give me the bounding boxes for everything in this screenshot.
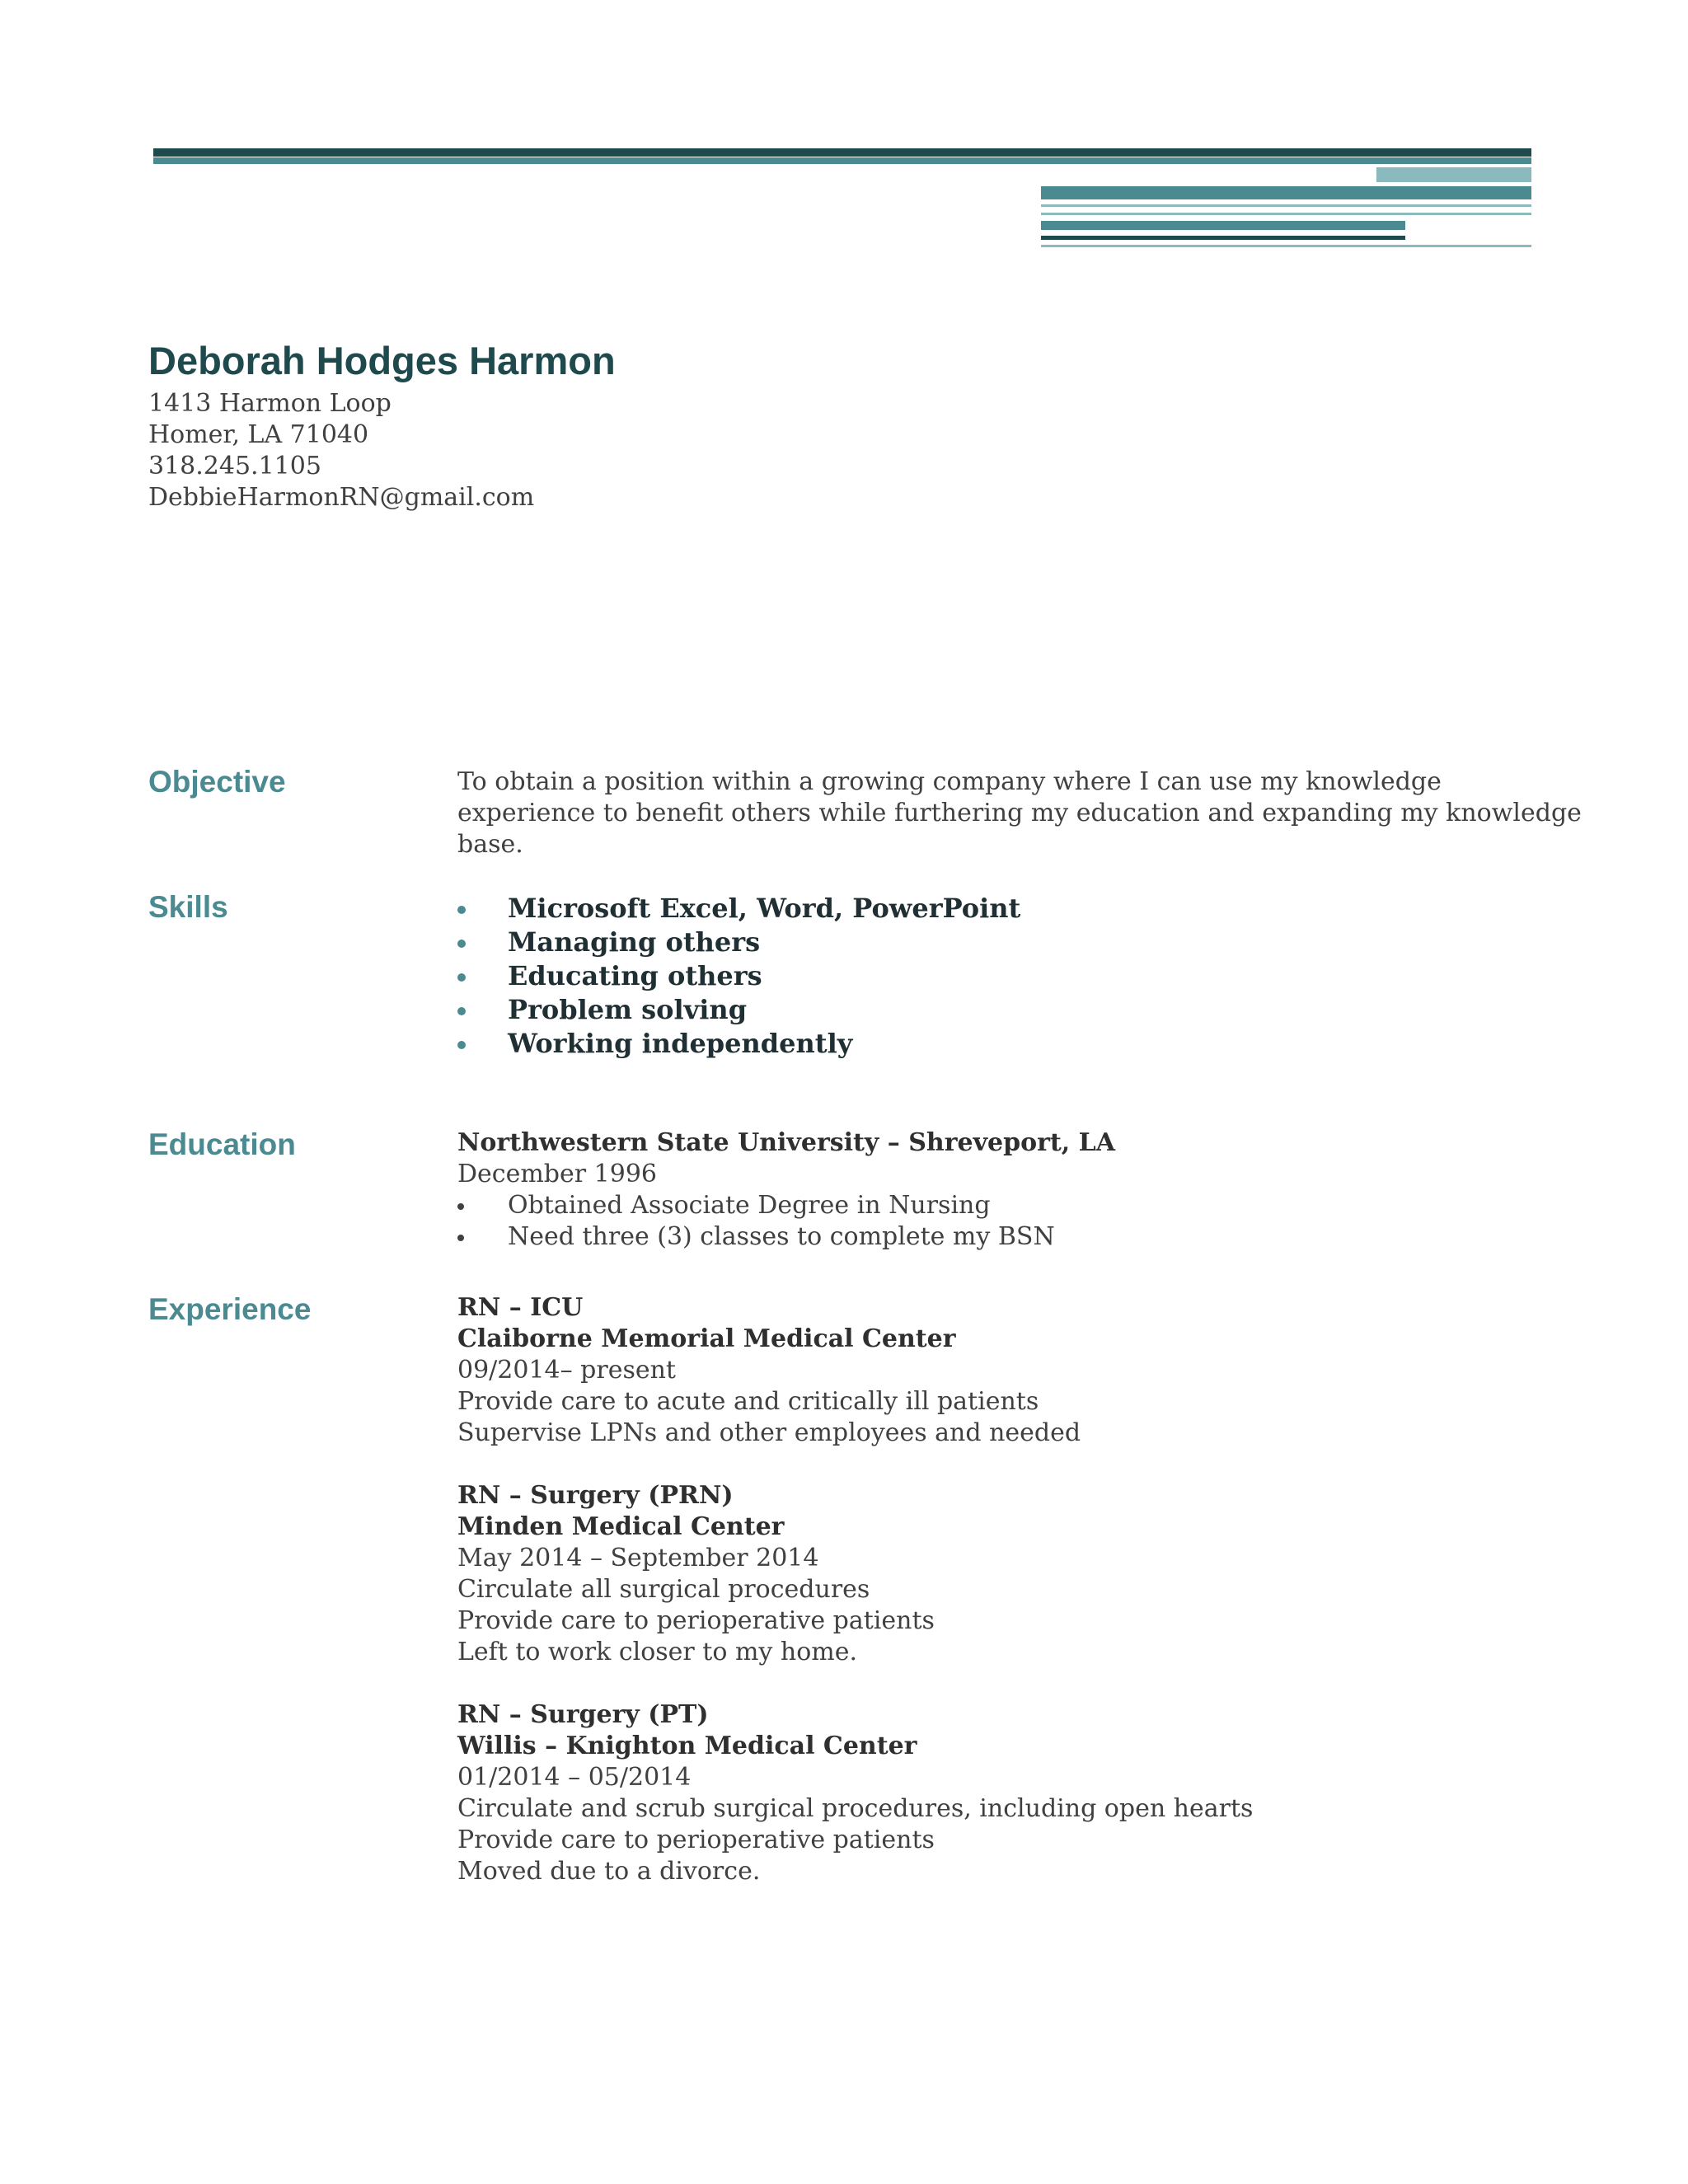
- bullet-icon: [457, 1235, 464, 1241]
- job-detail: Left to work closer to my home.: [457, 1638, 858, 1666]
- job-detail: Provide care to perioperative patients: [457, 1606, 935, 1635]
- accent-rule-3: [1041, 213, 1531, 215]
- bullet-icon: [457, 1007, 466, 1015]
- resume-header: [148, 338, 616, 513]
- phone-number: 318.245.1105: [148, 452, 321, 480]
- accent-rule-4: [1041, 221, 1405, 230]
- experience-body: [457, 1292, 1554, 1919]
- job-entry: [457, 1699, 1554, 1887]
- accent-rule-2: [1041, 204, 1531, 207]
- email-address: DebbieHarmonRN@gmail.com: [148, 483, 535, 512]
- job-dates: May 2014 – September 2014: [457, 1544, 819, 1572]
- bullet-icon: [457, 973, 466, 982]
- job-detail: Provide care to acute and critically ill patients: [457, 1387, 1039, 1416]
- education-list: [457, 1190, 1554, 1253]
- job-detail: Moved due to a divorce.: [457, 1857, 761, 1886]
- accent-rule-light: [1376, 167, 1531, 182]
- job-employer: Claiborne Memorial Medical Center: [457, 1324, 956, 1353]
- list-item: Microsoft Excel, Word, PowerPoint: [457, 892, 1554, 926]
- accent-rule-1: [1041, 186, 1531, 199]
- header-rule-dark: [153, 148, 1531, 157]
- experience-title: Experience: [148, 1292, 312, 1326]
- job-detail: Circulate all surgical procedures: [457, 1575, 870, 1604]
- address-line-1: 1413 Harmon Loop: [148, 389, 392, 418]
- job-dates: 09/2014– present: [457, 1356, 676, 1385]
- objective-body: [457, 766, 1582, 860]
- accent-rule-6: [1041, 245, 1531, 247]
- bullet-icon: [457, 1041, 466, 1049]
- candidate-name: Deborah Hodges Harmon: [148, 339, 616, 382]
- job-detail: Provide care to perioperative patients: [457, 1825, 935, 1854]
- education-date: December 1996: [457, 1160, 657, 1188]
- objective-title: Objective: [148, 765, 286, 799]
- job-employer: Minden Medical Center: [457, 1512, 785, 1541]
- objective-line: base.: [457, 830, 523, 859]
- bullet-icon: [457, 940, 466, 948]
- address-line-2: Homer, LA 71040: [148, 420, 369, 449]
- objective-line: experience to benefit others while furthering my education and expanding my knowledge: [457, 799, 1582, 827]
- job-dates: 01/2014 – 05/2014: [457, 1763, 692, 1792]
- list-item: Educating others: [457, 959, 1554, 993]
- job-role: RN – ICU: [457, 1293, 584, 1322]
- list-item: Working independently: [457, 1027, 1554, 1061]
- job-employer: Willis – Knighton Medical Center: [457, 1732, 917, 1760]
- list-item: Need three (3) classes to complete my BSN: [457, 1221, 1554, 1253]
- education-body: [457, 1127, 1554, 1253]
- list-item: Managing others: [457, 926, 1554, 959]
- education-title: Education: [148, 1127, 296, 1161]
- job-detail: Supervise LPNs and other employees and needed: [457, 1418, 1081, 1447]
- bullet-icon: [457, 1203, 464, 1210]
- job-role: RN – Surgery (PT): [457, 1700, 709, 1729]
- header-rule-teal: [153, 157, 1531, 164]
- objective-line: To obtain a position within a growing company where I can use my knowledge: [457, 767, 1442, 796]
- list-item: Problem solving: [457, 993, 1554, 1027]
- skills-title: Skills: [148, 890, 228, 924]
- job-detail: Circulate and scrub surgical procedures, including open hearts: [457, 1794, 1254, 1823]
- list-item: Obtained Associate Degree in Nursing: [457, 1190, 1554, 1221]
- accent-rule-5: [1041, 236, 1405, 240]
- school-name: Northwestern State University – Shreveport, LA: [457, 1128, 1116, 1157]
- bullet-icon: [457, 906, 466, 914]
- job-entry: [457, 1292, 1554, 1449]
- skills-list: [457, 892, 1554, 1061]
- job-role: RN – Surgery (PRN): [457, 1481, 734, 1510]
- job-entry: [457, 1480, 1554, 1668]
